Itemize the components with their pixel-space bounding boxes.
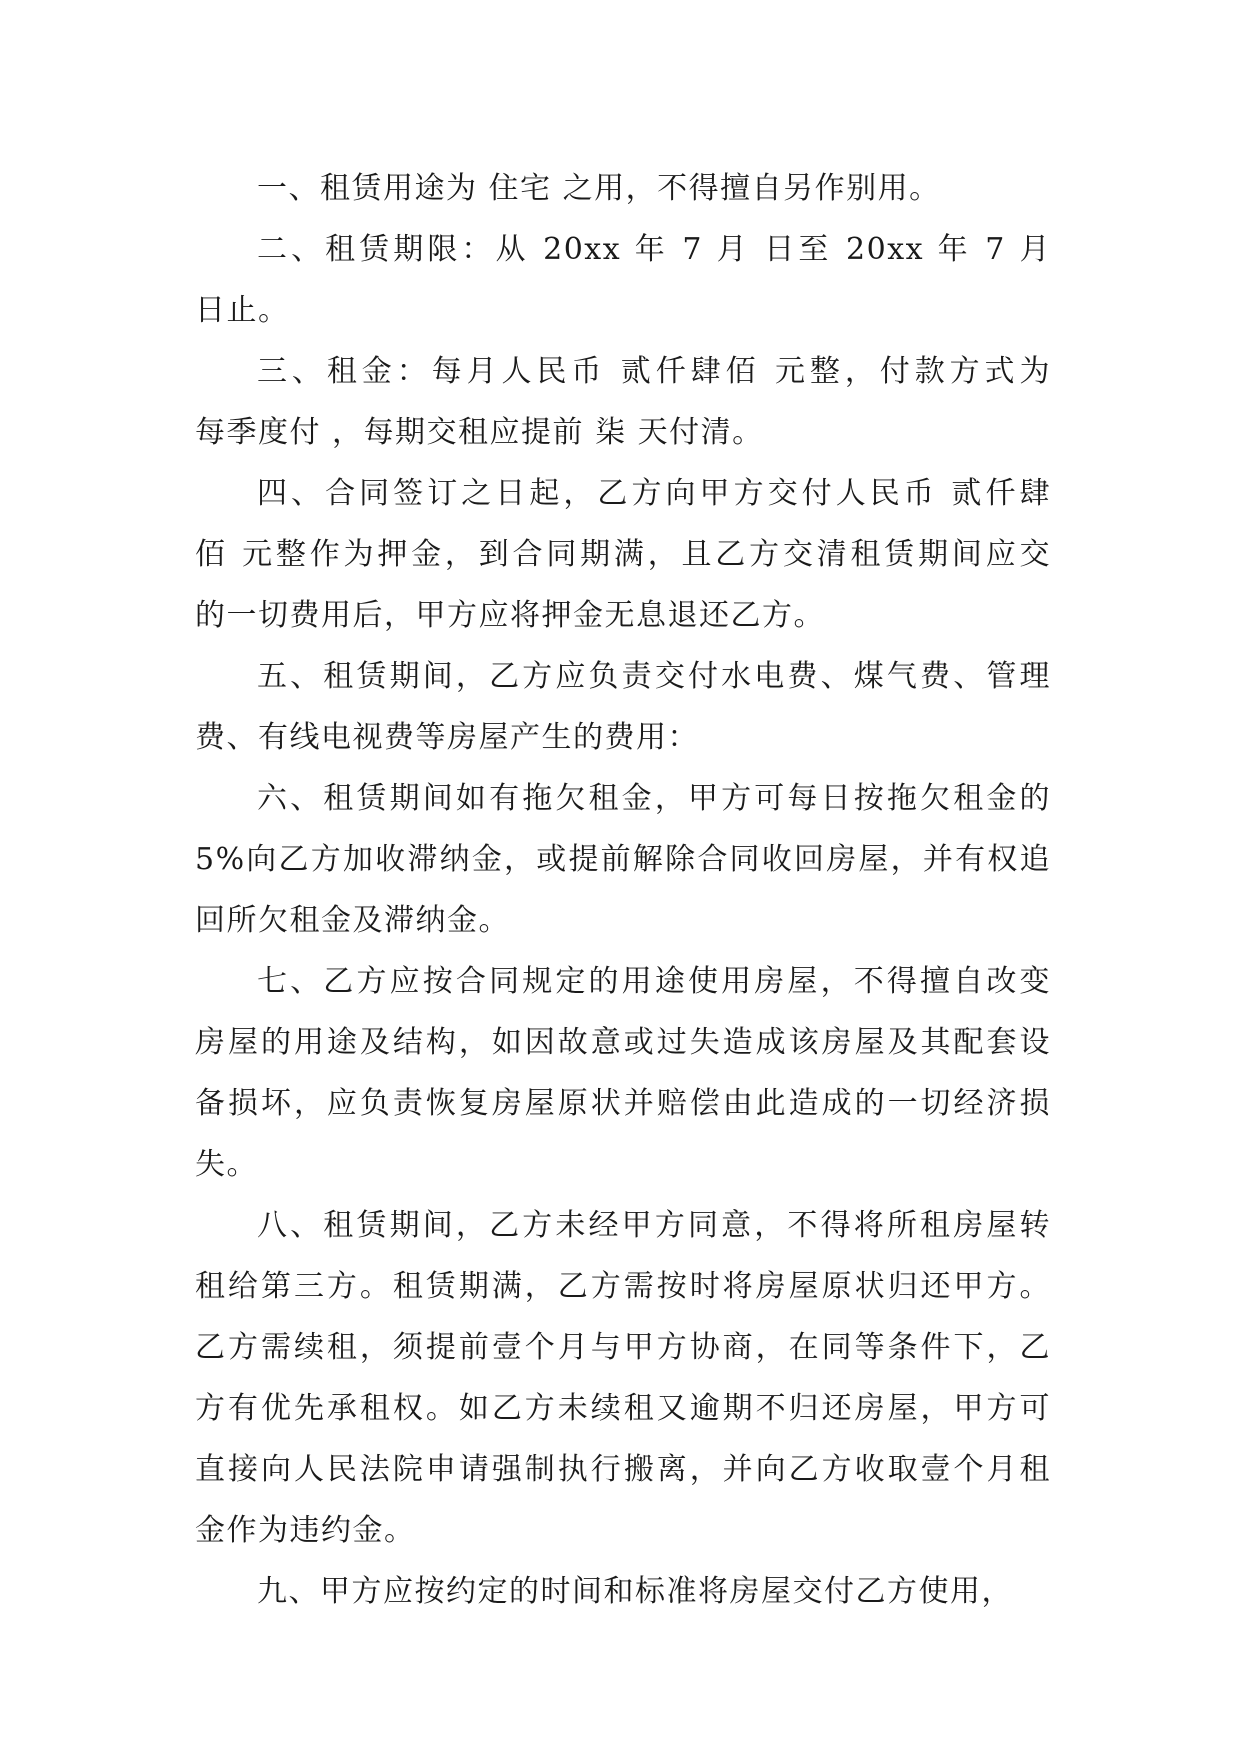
text-line: 一、租赁用途为 住宅 之用，不得擅自另作别用。: [257, 171, 941, 206]
text-line: 三、租金：每月人民币 贰仟肆佰 元整，付款方式为: [257, 354, 1051, 389]
text-line: 房屋的用途及结构，如因故意或过失造成该房屋及其配套设: [195, 1025, 1051, 1060]
text-line: 八、租赁期间，乙方未经甲方同意，不得将所租房屋转: [257, 1208, 1051, 1243]
text-line: 乙方需续租，须提前壹个月与甲方协商，在同等条件下，乙: [195, 1330, 1051, 1365]
text-line: 回所欠租金及滞纳金。: [195, 903, 510, 938]
text-line: 佰 元整作为押金，到合同期满，且乙方交清租赁期间应交: [195, 537, 1051, 572]
text-line: 九、甲方应按约定的时间和标准将房屋交付乙方使用，: [257, 1574, 1013, 1609]
text-line: 直接向人民法院申请强制执行搬离，并向乙方收取壹个月租: [195, 1452, 1051, 1487]
text-line: 失。: [195, 1147, 258, 1182]
document-body: [195, 158, 1051, 1622]
text-line: 日止。: [195, 293, 290, 328]
clause-1: [195, 158, 1051, 219]
text-line: 5%向乙方加收滞纳金，或提前解除合同收回房屋，并有权追: [195, 842, 1051, 877]
text-line: 五、租赁期间，乙方应负责交付水电费、煤气费、管理: [257, 659, 1051, 694]
clause-5: [195, 646, 1051, 768]
text-line: 六、租赁期间如有拖欠租金，甲方可每日按拖欠租金的: [257, 781, 1051, 816]
text-line: 费、有线电视费等房屋产生的费用：: [195, 720, 699, 755]
text-line: 金作为违约金。: [195, 1513, 416, 1548]
text-line: 方有优先承租权。如乙方未续租又逾期不归还房屋，甲方可: [195, 1391, 1051, 1426]
text-line: 四、合同签订之日起，乙方向甲方交付人民币 贰仟肆: [257, 476, 1051, 511]
text-line: 七、乙方应按合同规定的用途使用房屋，不得擅自改变: [257, 964, 1051, 999]
clause-7: [195, 951, 1051, 1195]
clause-6: [195, 768, 1051, 951]
clause-4: [195, 463, 1051, 646]
text-line: 二、租赁期限：从 20xx 年 7 月 日至 20xx 年 7 月: [257, 232, 1051, 267]
clause-3: [195, 341, 1051, 463]
clause-8: [195, 1195, 1051, 1561]
clause-2: [195, 219, 1051, 341]
text-line: 的一切费用后，甲方应将押金无息退还乙方。: [195, 598, 825, 633]
text-line: 每季度付 ，每期交租应提前 柒 天付清。: [195, 415, 764, 450]
text-line: 租给第三方。租赁期满，乙方需按时将房屋原状归还甲方。: [195, 1269, 1051, 1304]
clause-9: [195, 1561, 1051, 1622]
text-line: 备损坏，应负责恢复房屋原状并赔偿由此造成的一切经济损: [195, 1086, 1051, 1121]
